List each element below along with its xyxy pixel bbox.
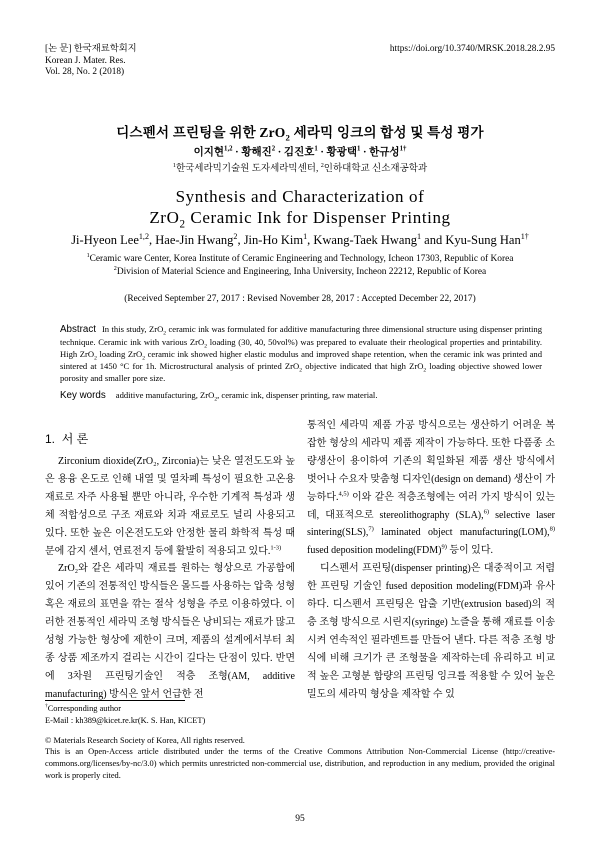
- corresponding-email: E-Mail : kh389@kicet.re.kr(K. S. Han, KICET): [45, 715, 206, 725]
- section-heading: 1. 서 론: [45, 432, 89, 446]
- paragraph: Zirconium dioxide(ZrO₂, Zirconia)는 낮은 열전도도와 높은 용융 온도로 인해 내열 및 열차폐 특성이 필요한 고온용 재료로 자주 사용될 뿐만 아니라, 우수한 기계적 특성과 생체 적합성으로 구조 재료와 치과 재료로도 널리 사용되고 있다. 또한 높은 이온전도도와 안정한 물리 화학적 특성 때문에 감지 센서, 연료전지 등에 활발히 적용되고 있다.$^{1-3)}$: [45, 456, 295, 557]
- affiliations-en: [0, 253, 600, 278]
- author-kr: 황해진: [241, 147, 272, 158]
- copyright-notice: © Materials Research Society of Korea, All rights reserved.: [45, 735, 245, 745]
- footnotes: [45, 703, 555, 782]
- left-column: [45, 453, 295, 704]
- author-en: Kwang-Taek Hwang: [313, 233, 417, 247]
- corresponding-author: †Corresponding author: [45, 703, 121, 713]
- keywords-label: Key words: [60, 390, 106, 401]
- title-kr: 디스펜서 프린팅을 위한 ZrO$_2$ 세라믹 잉크의 합성 및 특성 평가: [116, 125, 484, 143]
- author-en: Hae-Jin Hwang: [155, 233, 234, 247]
- affiliation-en-2: $^2$Division of Material Science and Engineering, Inha University, Incheon 22212, Republic of Korea: [113, 265, 487, 277]
- author-en: Jin-Ho Kim: [243, 233, 304, 247]
- journal-name-en: Korean J. Mater. Res.: [45, 55, 126, 66]
- author-kr: 이지현: [193, 147, 225, 158]
- paragraph: 통적인 세라믹 제품 가공 방식으로는 생산하기 어려운 복잡한 형상의 세라믹 제품 제작이 가능하다. 또한 다품종 소량생산이 용이하여 기존의 획일화된 제품 생산 방식에서 벗어나 수요자 맞춤형 디자인(design on demand) 생산이 가능하다.$^{4,5)}$ 이와 같은 적층조형에는 여러 가지 방식이 있는데, 대표적으로 stereolithography (SLA),$^{6)}$ selective laser sintering(SLS),$^{7)}$ laminated object manufacturing(LOM),$^{8)}$ fused deposition modeling(FDM)$^{9)}$ 등이 있다.: [307, 420, 555, 557]
- page-number: 95: [295, 814, 305, 824]
- keywords: Key words additive manufacturing, ZrO$_2$, ceramic ink, dispenser printing, raw material.: [60, 390, 378, 403]
- affiliations-kr: $^1$한국세라믹기술원 도자세라믹센터, $^2$인하대학교 신소재공학과: [172, 162, 428, 174]
- author-kr: 황광택: [326, 147, 357, 158]
- journal-volume: Vol. 28, No. 2 (2018): [45, 67, 125, 77]
- journal-name-kr: [논 문] 한국재료학회지: [45, 44, 137, 54]
- authors-en: Ji-Hyeon Lee$^{1,2}$, Hae-Jin Hwang$^2$, Jin-Ho Kim$^1$, Kwang-Taek Hwang$^1$ and Kyu-Sung Han$^{1\dagger}$: [71, 231, 529, 247]
- abstract-label: Abstract: [60, 324, 96, 335]
- affiliation-en-1: $^1$Ceramic ware Center, Korea Institute of Ceramic Engineering and Technology, Icheon 17303, Republic of Korea: [86, 252, 514, 264]
- right-column: [307, 417, 555, 704]
- license-notice: This is an Open-Access article distributed under the terms of the Creative Commons Attribution Non-Commercial License (http://creative-commons.org/licenses/by-nc/3.0) which permits unrestricted non-commercial use, distribution, and reproduction in any medium, provided the original work is properly cited.: [45, 747, 555, 780]
- author-kr: 한규성: [369, 147, 400, 158]
- author-kr: 김진호: [283, 147, 315, 158]
- author-en: Ji-Hyeon Lee: [71, 233, 139, 247]
- authors-kr: 이지현$^{1,2}$ · 황해진$^2$ · 김진호$^1$ · 황광택$^1$ · 한규성$^{1\dagger}$: [193, 145, 407, 158]
- paragraph: 디스펜서 프린팅(dispenser printing)은 대중적이고 저렴한 프린팅 기술인 fused deposition modeling(FDM)과 유사하다. 디스펜서 프린팅은 압출 기반(extrusion based)의 적층 조형 방식으로 시린지(syringe) 노즐을 통해 재료를 이송시켜 연속적인 필라멘트를 만들어 낸다. 다른 적층 조형 방식에 비해 크기가 큰 조형물을 제작하는데 유리하고 비교적 높은 고형분 함량의 프린팅 잉크를 적용할 수 있어 높은 밀도의 세라믹 형상을 제작할 수 있: [307, 563, 555, 700]
- author-en: Kyu-Sung Han: [445, 233, 521, 247]
- doi-link[interactable]: https://doi.org/10.3740/MRSK.2018.28.2.95: [389, 44, 555, 54]
- abstract: Abstract In this study, ZrO$_2$ ceramic ink was formulated for additive manufacturing three dimensional structure using dispenser printing technique. Ceramic ink with various ZrO$_2$ loading (30, 40, 50vol%) was prepared to evaluate their rheological properties and printability. High ZrO$_2$ loading ZrO$_2$ ceramic ink showed higher elastic modulus and improved shape retention, when the ceramic ink was printed and sintered at 1450 °C for 1h. Microstructural analysis of printed ZrO$_2$ objective indicated that high ZrO$_2$ loading objective showed lower porosity and smaller pore size.: [60, 324, 543, 383]
- journal-header: [45, 44, 137, 79]
- paragraph: ZrO₂와 같은 세라믹 재료를 원하는 형상으로 가공함에 있어 기존의 전통적인 방식들은 몰드를 사용하는 압축 성형 혹은 재료의 표면을 깎는 절삭 성형을 주로 이용하였다. 이러한 전통적인 세라믹 조형 방식들은 낭비되는 재료가 많고 성형 가능한 형상에 제한이 크며, 제품의 설계에서부터 최종 상품 제조까지 걸리는 시간이 길다는 단점이 있다. 반면에 3차원 프린팅기술인 적층 조형(AM, additive manufacturing) 방식은 앞서 언급한 전: [45, 563, 295, 700]
- title-en: Synthesis and Characterization of ZrO$_2$ Ceramic Ink for Dispenser Printing: [149, 187, 451, 231]
- received-dates: (Received September 27, 2017 : Revised November 28, 2017 : Accepted December 22, 2017): [124, 294, 476, 304]
- footnote-divider: [45, 700, 185, 701]
